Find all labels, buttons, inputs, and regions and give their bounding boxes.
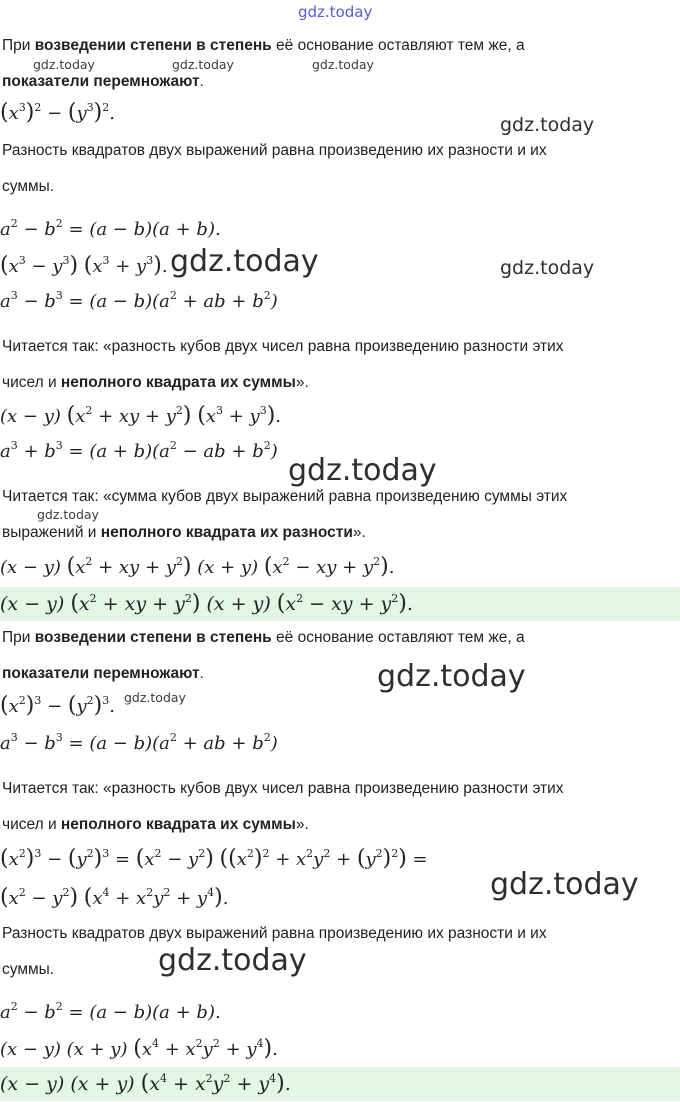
watermark: gdz.today xyxy=(172,57,234,72)
paragraph: Разность квадратов двух выражений равна произведению их разности и их xyxy=(2,925,547,942)
formula: (x − y) (x + y) $(x^4 + x^2y^2 + y^4)$. xyxy=(0,1036,278,1061)
formula: $a^3 - b^3 = (a - b)(a^2$ + ab + $b^2$) xyxy=(0,289,278,312)
paragraph: суммы. xyxy=(2,178,55,195)
watermark: gdz.today xyxy=(312,57,374,72)
paragraph: чисел и неполного квадрата их суммы». xyxy=(2,816,309,833)
watermark: gdz.today xyxy=(33,57,95,72)
paragraph: При возведении степени в степень её основание оставляют тем же, а xyxy=(2,629,525,646)
paragraph: выражений и неполного квадрата их разности». xyxy=(2,524,366,541)
watermark: gdz.today xyxy=(490,867,639,902)
paragraph: показатели перемножают. xyxy=(2,73,204,90)
formula: (x − y) ($x^2$ + xy + $y^2$) (x + y) ($x^2$ − xy + $y^2$). xyxy=(0,591,413,616)
formula: $a^3 - b^3 = (a - b)(a^2$ + ab + $b^2$) xyxy=(0,731,278,754)
paragraph: чисел и неполного квадрата их суммы». xyxy=(2,374,309,391)
formula: $(x^2 - y^2) (x^4 + x^2y^2 + y^4)$. xyxy=(0,885,229,910)
watermark: gdz.today xyxy=(298,3,373,21)
formula: $a^3 + b^3 = (a + b)(a^2$ − ab + $b^2$) xyxy=(0,439,278,462)
paragraph: Читается так: «сумма кубов двух выражений равна произведению суммы этих xyxy=(2,488,568,505)
watermark: gdz.today xyxy=(170,244,319,279)
paragraph: Читается так: «разность кубов двух чисел равна произведению разности этих xyxy=(2,338,564,355)
paragraph: показатели перемножают. xyxy=(2,665,204,682)
paragraph: Читается так: «разность кубов двух чисел равна произведению разности этих xyxy=(2,780,564,797)
formula: (x − y) ($x^2$ + xy + $y^2$) $(x^3 + y^3)$. xyxy=(0,403,282,428)
formula: $(x^2)^3 - (y^2)^3$. xyxy=(0,693,115,718)
watermark: gdz.today xyxy=(37,507,99,522)
formula: (x − y) ($x^2$ + xy + $y^2$) (x + y) ($x^2$ − xy + $y^2$). xyxy=(0,554,395,579)
formula: (x − y) (x + y) $(x^4 + x^2y^2 + y^4)$. xyxy=(0,1071,291,1096)
formula: $(x^3 - y^3) (x^3 + y^3)$. xyxy=(0,253,168,278)
watermark: gdz.today xyxy=(288,453,437,488)
formula: $a^2 - b^2 = (a - b)(a + b)$. xyxy=(0,217,221,240)
formula: $(x^3)^2 - (y^3)^2$. xyxy=(0,100,115,125)
watermark: gdz.today xyxy=(377,659,526,694)
paragraph: Разность квадратов двух выражений равна произведению их разности и их xyxy=(2,142,547,159)
watermark: gdz.today xyxy=(500,257,595,279)
watermark: gdz.today xyxy=(500,114,595,136)
watermark: gdz.today xyxy=(158,943,307,978)
paragraph: При возведении степени в степень её основание оставляют тем же, а xyxy=(2,37,525,54)
watermark: gdz.today xyxy=(124,690,186,705)
formula: $(x^2)^3 - (y^2)^3 = (x^2 - y^2) ((x^2)^2 + x^2y^2 + (y^2)^2)$ = xyxy=(0,846,428,871)
formula: $a^2 - b^2 = (a - b)(a + b)$. xyxy=(0,1000,221,1023)
paragraph: суммы. xyxy=(2,961,55,978)
